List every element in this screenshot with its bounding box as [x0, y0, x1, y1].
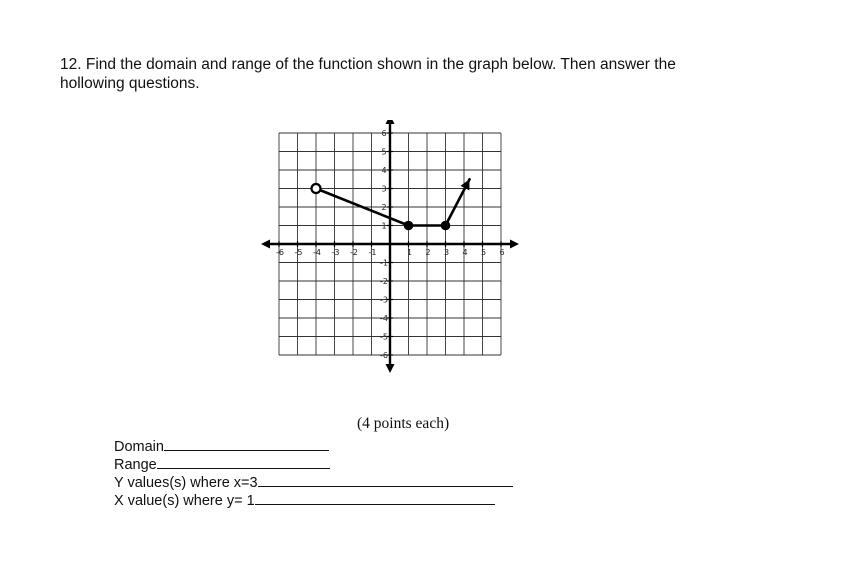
- x-tick-label: -1: [368, 248, 377, 257]
- y-tick-label: -4: [380, 314, 388, 323]
- x-tick-label: -2: [350, 248, 358, 257]
- x-tick-label: -5: [294, 248, 303, 257]
- y-values-label: Y values(s) where x=3: [114, 475, 258, 491]
- y-tick-label: -1: [380, 258, 388, 268]
- y-tick-label: -5: [380, 332, 388, 342]
- question-line-1: 12. Find the domain and range of the function shown in the graph below. Then answer the: [60, 56, 676, 73]
- range-row: [114, 454, 513, 472]
- x-tick-label: 4: [462, 248, 468, 257]
- x-axis-right-arrow-icon: [510, 240, 519, 249]
- x-tick-label: -3: [331, 248, 340, 257]
- domain-label: Domain: [114, 439, 164, 455]
- range-label: Range: [114, 457, 157, 473]
- y-tick-label: 4: [381, 166, 387, 175]
- x-values-row: [114, 490, 513, 508]
- y-values-row: [114, 472, 513, 490]
- axes: [261, 120, 519, 373]
- x-tick-label: 2: [425, 248, 431, 257]
- y-tick-label: -6: [380, 351, 388, 360]
- x-values-label: X value(s) where y= 1: [114, 493, 255, 509]
- domain-row: [114, 436, 513, 454]
- y-tick-label: -3: [380, 295, 388, 305]
- question-line-2: hollowing questions.: [60, 75, 200, 92]
- x-tick-label: 5: [480, 248, 487, 257]
- x-tick-label: -4: [313, 248, 321, 257]
- x-tick-label: 6: [499, 248, 505, 257]
- y-values-answer-line[interactable]: [258, 472, 513, 487]
- y-axis-down-arrow-icon: [386, 364, 395, 373]
- closed-point: [404, 221, 414, 231]
- x-values-answer-line[interactable]: [255, 490, 495, 505]
- y-tick-label: 1: [381, 221, 387, 231]
- answer-section: [114, 436, 513, 508]
- closed-point: [441, 221, 451, 231]
- y-tick-label: 5: [381, 147, 387, 157]
- points-note: (4 points each): [357, 415, 450, 432]
- open-endpoint: [312, 184, 321, 193]
- y-axis-up-arrow-icon: [386, 120, 395, 124]
- x-axis-left-arrow-icon: [261, 240, 270, 249]
- y-tick-label: 2: [381, 203, 387, 212]
- question-text: [60, 55, 780, 93]
- range-answer-line[interactable]: [157, 454, 330, 469]
- x-tick-label: 1: [406, 248, 413, 257]
- y-tick-label: 3: [381, 184, 387, 194]
- y-tick-label: -2: [380, 277, 388, 286]
- y-tick-label: 6: [381, 129, 387, 138]
- coordinate-graph: [255, 120, 525, 380]
- domain-answer-line[interactable]: [164, 436, 329, 451]
- x-tick-label: 3: [443, 248, 450, 257]
- x-tick-label: -6: [276, 248, 284, 257]
